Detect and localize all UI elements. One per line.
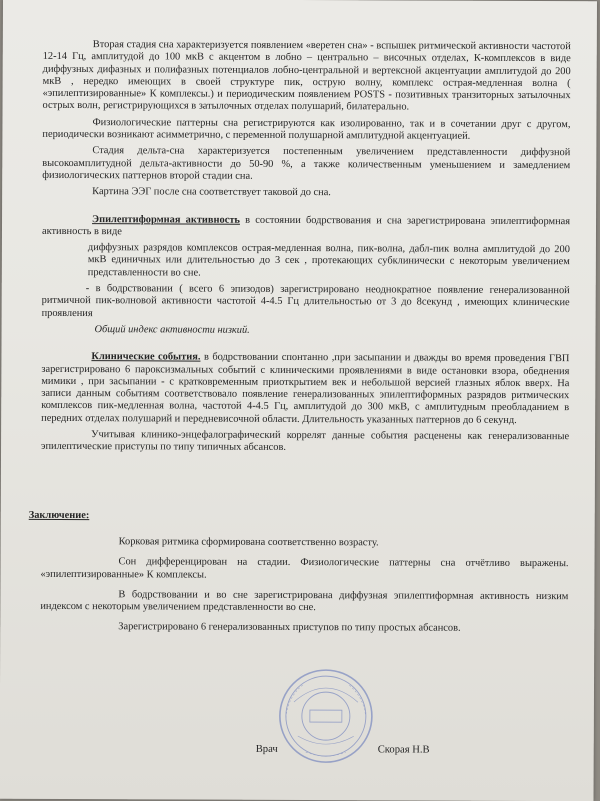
conclusion-text: Сон дифференцирован на стадии. Физиологические паттерны сна отчётливо выражены. «эпилептизированные» К комплексы. (40, 556, 568, 583)
clinic-seal-stamp (276, 666, 376, 766)
clinical-correlation-paragraph: Учитывая клинико-энцефалографический коррелят данные события расценены как генерализованные эпилептические приступы по типу типичных абсансов. (41, 429, 569, 456)
conclusion-text: В бодрствовании и во сне зарегистрирована диффузная эпилептиформная активность низким индексом с некоторым увеличением представленности во сне. (40, 589, 568, 616)
report-body (40, 39, 571, 644)
sleep-stage2-paragraph: Вторая стадия сна характеризуется появлением «веретен сна» - вспышек ритмической активности частотой 12-14 Гц, амплитудой до 100 мкВ с акцентом в лобно – центрально – височных отделах, К-комплексов в виде диффузных дифазных и полифазных потенциалов лобно-центральной и вертексной акцентуации амплитудой до 200 мкВ , нередко имеющих в своей структуре пик, острую волну, комплекс острая-медленная волна ( «эпилептизированные» К комплексы.) и периодическим появлением POSTS - позитивных транзиторных затылочных острых волн, регистрирующихся в затылочных отделах полушарий, билатерально. (43, 39, 571, 115)
doctor-name: Скорая Н.В (378, 744, 430, 755)
clinical-events-heading: Клинические события. (91, 351, 200, 362)
clinical-events-section (41, 351, 569, 427)
conclusion-item (40, 589, 568, 616)
doctor-label: Врач (256, 744, 278, 755)
conclusion-item (41, 536, 569, 551)
conclusion-item (40, 621, 568, 636)
conclusion-text: Корковая ритмика сформирована соответственно возрасту. (41, 536, 569, 551)
clinical-events-text: в бодрствовании спонтанно ,при засыпании и дважды во время проведения ГВП зарегистрировано 6 пароксизмальных событий с клиническими проявлениями в виде остановки взора, обеднения мимики , при засыпании - с кратковременным приоткрытием век и небольшой версией глазных яблок вверх. На записи данным событиям соответствовало появление генерализованных эпилептиформных разрядов ритмических комплексов пик-медленная волна, частотой 4-4.5 Гц, амплитудой до 300 мкВ, с амплитудным преобладанием в передних отделах полушарий и передневисочной области. Длительность указанных паттернов до 6 секунд. (41, 352, 569, 426)
epileptiform-wake-episodes: - в бодрствовании ( всего 6 эпизодов) зарегистрировано неоднократное появление генерализованной ритмичной пик-волновой активности частотой 4-4.5 Гц длительностью от 3 до 8секунд , имеющих клинические проявления (42, 283, 570, 322)
conclusion-item (40, 556, 568, 583)
bullet-icon (0, 535, 1, 547)
epileptiform-intro: в состоянии бодрствования и сна зарегистрирована эпилептиформная активность в виде (42, 214, 570, 237)
eeg-after-sleep-paragraph: Картина ЭЭГ после сна соответствует таковой до сна. (42, 186, 570, 201)
epileptiform-section (42, 213, 570, 240)
conclusion-text: Зарегистрировано 6 генерализованных приступов по типу простых абсансов. (40, 621, 568, 636)
sleep-patterns-paragraph: Физиологические паттерны сна регистрируются как изолированно, так и в сочетании друг с другом, периодически возникают асимметрично, с переменной полушарной амплитудной акцентуацией. (42, 117, 570, 144)
conclusion-title: Заключение: (29, 509, 569, 524)
epileptiform-heading: Эпилептиформная активность (92, 214, 240, 226)
activity-index-note: Общий индекс активности низкий. (42, 324, 570, 339)
epileptiform-discharges: диффузных разрядов комплексов острая-медленная волна, пик-волна, дабл-пик волна амплитудой до 200 мкВ единичных или длительностью до 3 сек , протекающих субклинически с некоторым увеличением представленности во сне. (42, 242, 570, 281)
delta-sleep-paragraph: Стадия дельта-сна характеризуется постепенным увеличением представленности диффузной высокоамплитудной дельта-активности до 50-90 %, а также количественным уменьшением и замедлением физиологических паттернов второй стадии сна. (42, 145, 570, 184)
